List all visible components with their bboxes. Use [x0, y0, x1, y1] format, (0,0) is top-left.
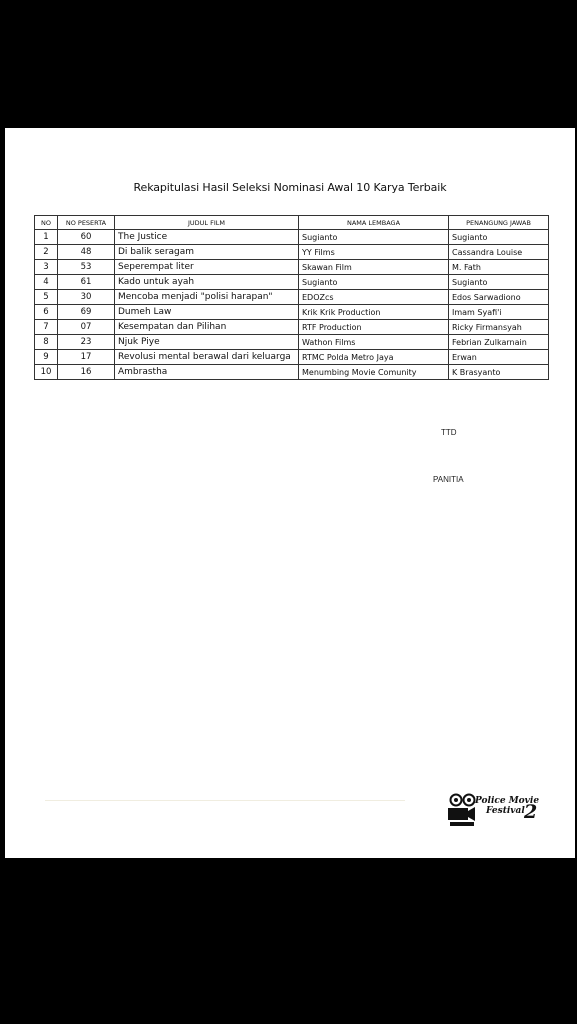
- cell-judul-film: Di balik seragam: [115, 245, 299, 260]
- cell-no: 10: [35, 365, 58, 380]
- cell-nama-lembaga: Sugianto: [299, 230, 449, 245]
- header-penanggung-jawab: PENANGUNG JAWAB: [449, 216, 549, 230]
- cell-no: 2: [35, 245, 58, 260]
- cell-no-peserta: 60: [58, 230, 115, 245]
- ttd-label: TTD: [441, 428, 457, 437]
- document-page: [5, 128, 575, 858]
- document-title: Rekapitulasi Hasil Seleksi Nominasi Awal 10 Karya Terbaik: [133, 181, 447, 194]
- cell-no-peserta: 23: [58, 335, 115, 350]
- header-nama-lembaga: NAMA LEMBAGA: [299, 216, 449, 230]
- cell-no-peserta: 61: [58, 275, 115, 290]
- footer-divider: [45, 800, 405, 801]
- cell-no: 3: [35, 260, 58, 275]
- cell-penanggung-jawab: Febrian Zulkarnain: [449, 335, 549, 350]
- cell-nama-lembaga: RTF Production: [299, 320, 449, 335]
- table-row: [35, 365, 549, 380]
- cell-nama-lembaga: Krik Krik Production: [299, 305, 449, 320]
- cell-judul-film: Mencoba menjadi "polisi harapan": [115, 290, 299, 305]
- cell-no-peserta: 30: [58, 290, 115, 305]
- cell-no-peserta: 16: [58, 365, 115, 380]
- cell-no-peserta: 48: [58, 245, 115, 260]
- cell-penanggung-jawab: Sugianto: [449, 230, 549, 245]
- cell-judul-film: Kesempatan dan Pilihan: [115, 320, 299, 335]
- nomination-table: [34, 215, 549, 380]
- cell-no: 7: [35, 320, 58, 335]
- cell-penanggung-jawab: K Brasyanto: [449, 365, 549, 380]
- cell-penanggung-jawab: Edos Sarwadiono: [449, 290, 549, 305]
- cell-no: 4: [35, 275, 58, 290]
- cell-no: 6: [35, 305, 58, 320]
- cell-penanggung-jawab: Imam Syafi'i: [449, 305, 549, 320]
- table-row: [35, 335, 549, 350]
- logo-line-2: Festival: [486, 806, 525, 816]
- cell-nama-lembaga: EDOZcs: [299, 290, 449, 305]
- cell-judul-film: The Justice: [115, 230, 299, 245]
- cell-nama-lembaga: Menumbing Movie Comunity: [299, 365, 449, 380]
- header-no: NO: [35, 216, 58, 230]
- cell-penanggung-jawab: Sugianto: [449, 275, 549, 290]
- logo-line-1: Police Movie: [475, 796, 540, 806]
- cell-judul-film: Revolusi mental berawal dari keluarga: [115, 350, 299, 365]
- cell-no-peserta: 17: [58, 350, 115, 365]
- cell-no: 5: [35, 290, 58, 305]
- table-row: [35, 245, 549, 260]
- cell-nama-lembaga: YY Films: [299, 245, 449, 260]
- cell-no-peserta: 53: [58, 260, 115, 275]
- cell-no-peserta: 07: [58, 320, 115, 335]
- cell-nama-lembaga: Skawan Film: [299, 260, 449, 275]
- table-row: [35, 290, 549, 305]
- logo-number: 2: [524, 801, 538, 823]
- cell-penanggung-jawab: Cassandra Louise: [449, 245, 549, 260]
- cell-nama-lembaga: Sugianto: [299, 275, 449, 290]
- cell-penanggung-jawab: Ricky Firmansyah: [449, 320, 549, 335]
- cell-judul-film: Seperempat liter: [115, 260, 299, 275]
- table-row: [35, 260, 549, 275]
- table-row: [35, 275, 549, 290]
- cell-no: 8: [35, 335, 58, 350]
- cell-nama-lembaga: RTMC Polda Metro Jaya: [299, 350, 449, 365]
- panitia-label: PANITIA: [433, 475, 464, 484]
- table-row: [35, 350, 549, 365]
- table-row: [35, 320, 549, 335]
- cell-no-peserta: 69: [58, 305, 115, 320]
- cell-penanggung-jawab: M. Fath: [449, 260, 549, 275]
- table-row: [35, 230, 549, 245]
- cell-no: 1: [35, 230, 58, 245]
- table-row: [35, 305, 549, 320]
- cell-judul-film: Njuk Piye: [115, 335, 299, 350]
- header-judul-film: JUDUL FILM: [115, 216, 299, 230]
- cell-no: 9: [35, 350, 58, 365]
- header-no-peserta: NO PESERTA: [58, 216, 115, 230]
- cell-penanggung-jawab: Erwan: [449, 350, 549, 365]
- table-header-row: [35, 216, 549, 230]
- cell-judul-film: Ambrastha: [115, 365, 299, 380]
- cell-nama-lembaga: Wathon Films: [299, 335, 449, 350]
- cell-judul-film: Dumeh Law: [115, 305, 299, 320]
- cell-judul-film: Kado untuk ayah: [115, 275, 299, 290]
